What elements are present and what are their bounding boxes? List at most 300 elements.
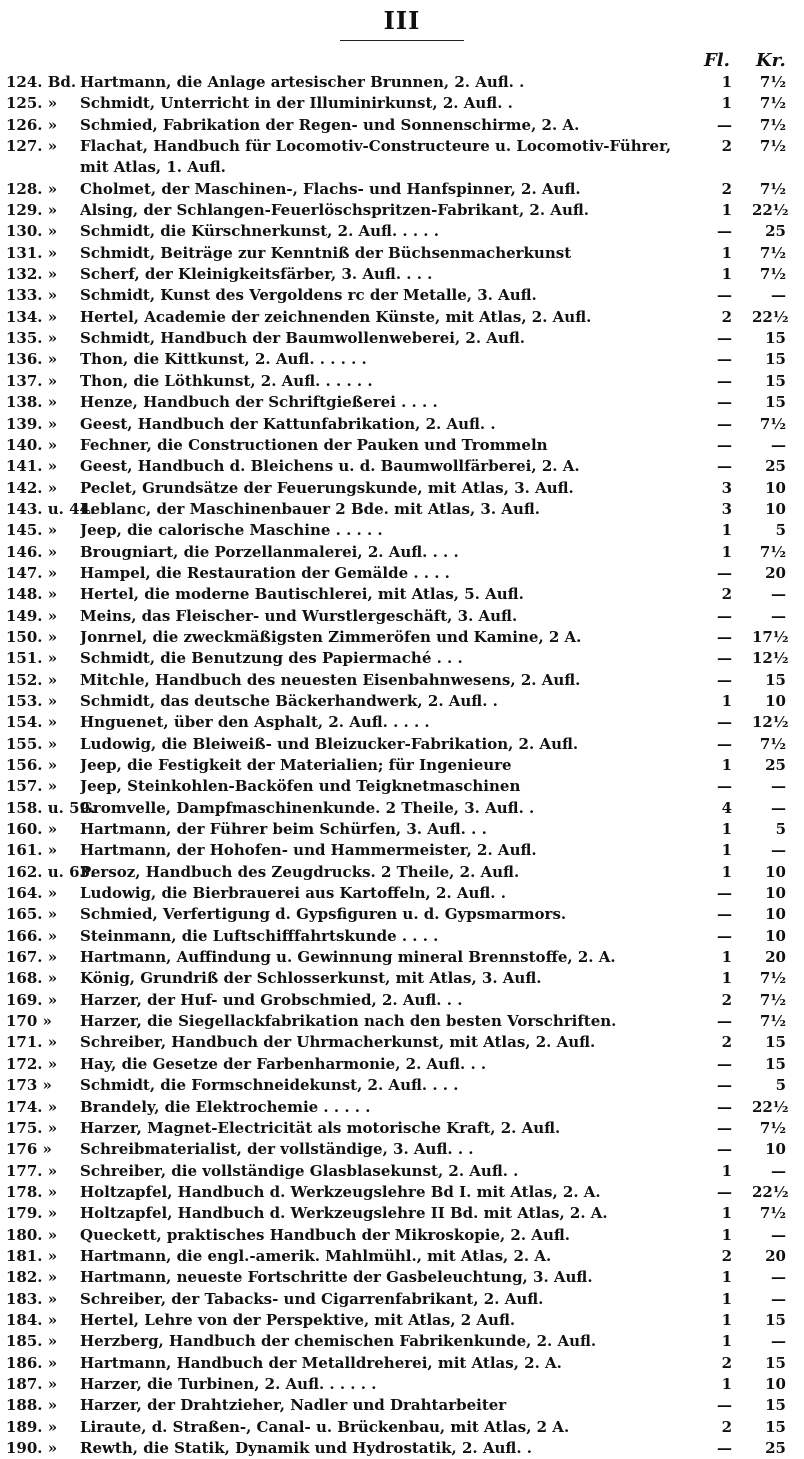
catalog-entry <box>6 584 802 605</box>
entry-title: Leblanc, der Maschinenbauer 2 Bde. mit Atlas, 3. Aufl. <box>80 499 540 518</box>
catalog-entry <box>6 456 802 477</box>
entry-title: Harzer, der Huf- und Grobschmied, 2. Aufl. . . <box>80 990 463 1009</box>
catalog-entry <box>6 1438 802 1459</box>
entry-number: 168. » <box>6 969 58 988</box>
catalog-entry <box>6 285 802 306</box>
entry-price-gulden: — <box>717 606 732 625</box>
entry-price-kreuzer: 10 <box>765 862 786 881</box>
entry-price-gulden: — <box>717 1118 732 1137</box>
catalog-entry <box>6 371 802 392</box>
entry-price-kreuzer: — <box>771 777 786 796</box>
entry-title: Holtzapfel, Handbuch d. Werkzeugslehre Bd I. mit Atlas, 2. A. <box>80 1182 601 1201</box>
entry-price-gulden: — <box>717 457 732 476</box>
entry-price-gulden: 2 <box>721 179 732 198</box>
entry-price-kreuzer: 20 <box>765 563 786 582</box>
entry-price-kreuzer: 7½ <box>759 542 786 561</box>
entry-number: 130. » <box>6 222 58 241</box>
entry-title: Mitchle, Handbuch des neuesten Eisenbahnwesens, 2. Aufl. <box>80 670 581 689</box>
entry-title: Flachat, Handbuch für Locomotiv-Constructeure u. Locomotiv-Führer, mit Atlas, 1. Aufl. <box>80 137 672 177</box>
entry-price-kreuzer: 7½ <box>759 179 786 198</box>
entry-price-kreuzer: 15 <box>765 1054 786 1073</box>
catalog-entry <box>6 1395 802 1416</box>
entry-price-gulden: 1 <box>721 1204 732 1223</box>
entry-price-gulden: — <box>717 734 732 753</box>
entry-price-gulden: 2 <box>721 1246 732 1265</box>
entry-number: 125. » <box>6 94 58 113</box>
entry-title: Schmidt, das deutsche Bäckerhandwerk, 2. Aufl. . <box>80 691 498 710</box>
entry-price-kreuzer: — <box>771 286 786 305</box>
catalog-entry <box>6 115 802 136</box>
entry-title: Schmied, Verfertigung d. Gypsfiguren u. d. Gypsmarmors. <box>80 905 567 924</box>
entry-price-kreuzer: 7½ <box>759 94 786 113</box>
entry-title: Steinmann, die Luftschifffahrtskunde . . . . <box>80 926 439 945</box>
entry-price-kreuzer: — <box>771 585 786 604</box>
entry-price-gulden: 1 <box>721 969 732 988</box>
entry-price-kreuzer: 7½ <box>759 1204 786 1223</box>
entry-price-gulden: — <box>717 1140 732 1159</box>
entry-number: 179. » <box>6 1204 58 1223</box>
entry-price-kreuzer: — <box>771 1268 786 1287</box>
entry-price-kreuzer: 10 <box>765 1374 786 1393</box>
entry-number: 149. » <box>6 606 58 625</box>
entry-price-gulden: 1 <box>721 521 732 540</box>
entry-price-gulden: — <box>717 777 732 796</box>
entry-title: Fechner, die Constructionen der Pauken und Trommeln <box>80 435 548 454</box>
catalog-entry <box>6 1118 802 1139</box>
catalog-entry <box>6 883 802 904</box>
catalog-entry <box>6 200 802 221</box>
entry-number: 187. » <box>6 1374 58 1393</box>
entry-number: 126. » <box>6 115 58 134</box>
entry-number: 124. Bd. <box>6 73 77 91</box>
catalog-entry <box>6 221 802 242</box>
entry-price-kreuzer: 20 <box>765 1246 786 1265</box>
entry-number: 170 » <box>6 1012 52 1031</box>
entry-number: 128. » <box>6 179 58 198</box>
entry-number: 184. » <box>6 1310 58 1329</box>
entry-price-gulden: — <box>717 371 732 390</box>
entry-price-kreuzer: 10 <box>765 905 786 924</box>
entry-price-kreuzer: 7½ <box>759 1012 786 1031</box>
catalog-entry <box>6 414 802 435</box>
entry-price-gulden: 1 <box>721 1225 732 1244</box>
entry-title: Queckett, praktisches Handbuch der Mikroskopie, 2. Aufl. <box>80 1225 570 1244</box>
entry-title: Hartmann, Handbuch der Metalldreherei, mit Atlas, 2. A. <box>80 1353 562 1372</box>
entry-price-kreuzer: 7½ <box>759 137 786 156</box>
catalog-entry <box>6 1246 802 1267</box>
entry-price-gulden: 1 <box>721 1332 732 1351</box>
entry-title: Hartmann, die engl.-amerik. Mahlmühl., mit Atlas, 2. A. <box>80 1246 552 1265</box>
entry-price-kreuzer: 7½ <box>759 243 786 262</box>
entry-price-gulden: 2 <box>721 137 732 156</box>
catalog-entry <box>6 606 802 627</box>
catalog-entry <box>6 798 802 819</box>
entry-price-gulden: — <box>717 222 732 241</box>
catalog-entry <box>6 179 802 200</box>
catalog-entry <box>6 840 802 861</box>
entry-price-gulden: 1 <box>721 841 732 860</box>
entry-title: Schmidt, Unterricht in der Illuminirkunst, 2. Aufl. . <box>80 94 513 113</box>
entry-title: Schreiber, die vollständige Glasblasekunst, 2. Aufl. . <box>80 1161 519 1180</box>
entry-number: 147. » <box>6 563 58 582</box>
catalog-entry <box>6 1331 802 1352</box>
catalog-entry <box>6 1182 802 1203</box>
entry-price-kreuzer: 15 <box>765 670 786 689</box>
entry-price-gulden: 2 <box>721 585 732 604</box>
entry-number: 131. » <box>6 243 58 262</box>
entry-price-kreuzer: — <box>771 1161 786 1180</box>
entry-price-gulden: — <box>717 926 732 945</box>
catalog-entry <box>6 926 802 947</box>
entry-title: Peclet, Grundsätze der Feuerungskunde, mit Atlas, 3. Aufl. <box>80 478 574 497</box>
catalog-entry <box>6 307 802 328</box>
entry-price-kreuzer: 12½ <box>752 713 789 732</box>
entry-title: Meins, das Fleischer- und Wurstlergeschäft, 3. Aufl. <box>80 606 518 625</box>
catalog-entry <box>6 691 802 712</box>
entry-number: 165. » <box>6 905 58 924</box>
entry-price-gulden: 1 <box>721 243 732 262</box>
catalog-entry <box>6 243 802 264</box>
catalog-entry <box>6 1032 802 1053</box>
catalog-entry <box>6 1139 802 1160</box>
entry-price-gulden: — <box>717 435 732 454</box>
entry-title: Brougniart, die Porzellanmalerei, 2. Aufl. . . . <box>80 542 459 561</box>
entry-number: 135. » <box>6 329 58 348</box>
entry-price-kreuzer: — <box>771 606 786 625</box>
catalog-entry <box>6 1374 802 1395</box>
entry-number: 146. » <box>6 542 58 561</box>
entry-price-kreuzer: 22½ <box>752 1097 789 1116</box>
entry-price-kreuzer: 25 <box>765 756 786 774</box>
entry-title: Ludowig, die Bleiweiß- und Bleizucker-Fabrikation, 2. Aufl. <box>80 734 579 753</box>
entry-price-gulden: 3 <box>721 478 732 497</box>
entry-number: 176 » <box>6 1140 52 1159</box>
entry-price-gulden: 1 <box>721 862 732 881</box>
entry-title: Jeep, Steinkohlen-Backöfen und Teigknetmaschinen <box>80 777 521 796</box>
entry-price-kreuzer: 10 <box>765 1140 786 1159</box>
entry-price-kreuzer: 25 <box>765 1439 786 1457</box>
entry-price-gulden: 1 <box>721 265 732 284</box>
entry-title: Geest, Handbuch d. Bleichens u. d. Baumwollfärberei, 2. A. <box>80 457 580 476</box>
entry-title: König, Grundriß der Schlosserkunst, mit Atlas, 3. Aufl. <box>80 969 542 988</box>
entry-number: 190. » <box>6 1439 58 1457</box>
entry-number: 162. u. 63. <box>6 862 96 881</box>
entry-number: 145. » <box>6 521 58 540</box>
entry-price-kreuzer: 25 <box>765 457 786 476</box>
entry-title: Hertel, die moderne Bautischlerei, mit Atlas, 5. Aufl. <box>80 585 524 604</box>
page-number: III <box>383 6 421 35</box>
entry-price-gulden: — <box>717 713 732 732</box>
entry-price-kreuzer: 12½ <box>752 649 789 668</box>
entry-price-gulden: 4 <box>721 798 732 817</box>
entry-number: 166. » <box>6 926 58 945</box>
entry-price-gulden: — <box>717 1054 732 1073</box>
entry-price-gulden: 2 <box>721 307 732 326</box>
entry-title: Jeep, die calorische Maschine . . . . . <box>80 521 383 540</box>
catalog-entry <box>6 627 802 648</box>
entry-number: 189. » <box>6 1417 58 1436</box>
entry-title: Persoz, Handbuch des Zeugdrucks. 2 Theile, 2. Aufl. <box>80 862 520 881</box>
entry-title: Hartmann, Auffindung u. Gewinnung mineral Brennstoffe, 2. A. <box>80 948 616 967</box>
entry-number: 188. » <box>6 1396 58 1415</box>
entry-title: Scherf, der Kleinigkeitsfärber, 3. Aufl. . . . <box>80 265 433 284</box>
catalog-entry <box>6 1011 802 1032</box>
entry-price-gulden: — <box>717 1182 732 1201</box>
entry-title: Harzer, Magnet-Electricität als motorische Kraft, 2. Aufl. <box>80 1118 561 1137</box>
entry-price-gulden: — <box>717 115 732 134</box>
entry-number: 183. » <box>6 1289 58 1308</box>
entry-title: Schmidt, Handbuch der Baumwollenweberei, 2. Aufl. <box>80 329 525 348</box>
entry-title: Schreiber, Handbuch der Uhrmacherkunst, mit Atlas, 2. Aufl. <box>80 1033 596 1052</box>
catalog-entry <box>6 542 802 563</box>
catalog-entry <box>6 712 802 733</box>
catalog-entry <box>6 755 802 776</box>
entry-price-gulden: — <box>717 350 732 369</box>
entry-price-kreuzer: 20 <box>765 948 786 967</box>
entry-price-kreuzer: 5 <box>775 820 786 839</box>
entry-title: Harzer, die Siegellackfabrikation nach den besten Vorschriften. <box>80 1012 617 1031</box>
entry-number: 139. » <box>6 414 58 433</box>
entry-price-gulden: 1 <box>721 73 732 91</box>
entry-price-gulden: — <box>717 884 732 903</box>
entry-price-gulden: 1 <box>721 948 732 967</box>
entry-price-kreuzer: 7½ <box>759 969 786 988</box>
entry-title: Schmidt, Beiträge zur Kenntniß der Büchsenmacherkunst <box>80 243 572 262</box>
catalog-entry <box>6 499 802 520</box>
entry-price-kreuzer: 10 <box>765 499 786 518</box>
catalog-entry <box>6 648 802 669</box>
entry-title: Schmidt, Kunst des Vergoldens rc der Metalle, 3. Aufl. <box>80 286 537 305</box>
entry-title: Hnguenet, über den Asphalt, 2. Aufl. . . . . <box>80 713 430 732</box>
catalog-entry <box>6 1054 802 1075</box>
catalog-entry <box>6 1075 802 1096</box>
entry-price-gulden: 1 <box>721 94 732 113</box>
entry-price-gulden: — <box>717 627 732 646</box>
entry-price-kreuzer: 7½ <box>759 73 786 91</box>
entry-title: Harzer, der Drahtzieher, Nadler und Drahtarbeiter <box>80 1396 507 1415</box>
entry-title: Schmidt, die Formschneidekunst, 2. Aufl. . . . <box>80 1076 459 1095</box>
entry-title: Schmidt, die Benutzung des Papiermaché . . . <box>80 649 463 668</box>
entry-title: Hartmann, neueste Fortschritte der Gasbeleuchtung, 3. Aufl. <box>80 1268 593 1287</box>
entry-price-kreuzer: — <box>771 1289 786 1308</box>
entry-title: Herzberg, Handbuch der chemischen Fabrikenkunde, 2. Aufl. <box>80 1332 597 1351</box>
entry-number: 152. » <box>6 670 58 689</box>
entry-number: 173 » <box>6 1076 52 1095</box>
entry-number: 148. » <box>6 585 58 604</box>
catalog-entry <box>6 136 802 179</box>
entry-price-kreuzer: 10 <box>765 478 786 497</box>
entry-price-kreuzer: 7½ <box>759 734 786 753</box>
entry-number: 172. » <box>6 1054 58 1073</box>
entry-price-kreuzer: 22½ <box>752 201 789 220</box>
catalog-entry <box>6 968 802 989</box>
entry-price-gulden: — <box>717 414 732 433</box>
entry-price-gulden: — <box>717 1439 732 1457</box>
entry-number: 137. » <box>6 371 58 390</box>
entry-price-gulden: — <box>717 563 732 582</box>
entry-title: Schmidt, die Kürschnerkunst, 2. Aufl. . . . . <box>80 222 439 241</box>
entry-price-kreuzer: 22½ <box>752 307 789 326</box>
entry-price-kreuzer: 22½ <box>752 1182 789 1201</box>
entry-number: 158. u. 59. <box>6 798 96 817</box>
entry-price-gulden: — <box>717 286 732 305</box>
entry-price-gulden: 2 <box>721 1033 732 1052</box>
entry-title: Hertel, Academie der zeichnenden Künste, mit Atlas, 2. Aufl. <box>80 307 592 326</box>
entry-number: 134. » <box>6 307 58 326</box>
entry-price-kreuzer: — <box>771 1225 786 1244</box>
entry-title: Hartmann, der Führer beim Schürfen, 3. Aufl. . . <box>80 820 487 839</box>
catalog-entry <box>6 72 802 93</box>
entry-price-gulden: 1 <box>721 756 732 774</box>
entry-title: Liraute, d. Straßen-, Canal- u. Brückenbau, mit Atlas, 2 A. <box>80 1417 570 1436</box>
catalog-entry <box>6 264 802 285</box>
entry-price-kreuzer: — <box>771 1332 786 1351</box>
entry-number: 138. » <box>6 393 58 412</box>
entry-price-gulden: 1 <box>721 542 732 561</box>
catalog-entry <box>6 1353 802 1374</box>
entry-price-kreuzer: 5 <box>775 521 786 540</box>
entry-price-gulden: — <box>717 670 732 689</box>
entry-number: 132. » <box>6 265 58 284</box>
entry-title: Brandely, die Elektrochemie . . . . . <box>80 1097 371 1116</box>
entry-price-gulden: 1 <box>721 1310 732 1329</box>
entry-price-kreuzer: 15 <box>765 1396 786 1415</box>
entry-number: 160. » <box>6 820 58 839</box>
catalog-entry <box>6 1161 802 1182</box>
catalog-entry <box>6 563 802 584</box>
entry-price-kreuzer: 7½ <box>759 1118 786 1137</box>
entry-price-gulden: — <box>717 1076 732 1095</box>
entry-price-kreuzer: — <box>771 435 786 454</box>
catalog-entry <box>6 776 802 797</box>
entry-title: Ludowig, die Bierbrauerei aus Kartoffeln, 2. Aufl. . <box>80 884 506 903</box>
entry-number: 141. » <box>6 457 58 476</box>
header-rule <box>340 40 464 41</box>
entry-number: 181. » <box>6 1246 58 1265</box>
entry-price-gulden: 1 <box>721 201 732 220</box>
entry-price-kreuzer: 25 <box>765 222 786 241</box>
entry-number: 143. u. 44. <box>6 499 96 518</box>
catalog-entry <box>6 734 802 755</box>
entry-title: Hay, die Gesetze der Farbenharmonie, 2. Aufl. . . <box>80 1054 487 1073</box>
entry-price-kreuzer: 7½ <box>759 115 786 134</box>
entry-number: 175. » <box>6 1118 58 1137</box>
entry-price-gulden: 1 <box>721 820 732 839</box>
entry-title: Rewth, die Statik, Dynamik und Hydrostatik, 2. Aufl. . <box>80 1439 532 1457</box>
entry-number: 178. » <box>6 1182 58 1201</box>
entry-price-gulden: 3 <box>721 499 732 518</box>
entry-number: 156. » <box>6 756 58 774</box>
catalog-entry <box>6 947 802 968</box>
entry-number: 164. » <box>6 884 58 903</box>
catalog-entry <box>6 349 802 370</box>
entry-title: Hampel, die Restauration der Gemälde . . . . <box>80 563 450 582</box>
catalog-entry <box>6 1097 802 1118</box>
entry-number: 142. » <box>6 478 58 497</box>
entry-number: 171. » <box>6 1033 58 1052</box>
entry-number: 182. » <box>6 1268 58 1287</box>
entry-title: Hertel, Lehre von der Perspektive, mit Atlas, 2 Aufl. <box>80 1310 516 1329</box>
catalog-entry <box>6 862 802 883</box>
entry-number: 167. » <box>6 948 58 967</box>
entry-title: Geest, Handbuch der Kattunfabrikation, 2. Aufl. . <box>80 414 496 433</box>
catalog-entry <box>6 1267 802 1288</box>
entry-number: 127. » <box>6 137 58 156</box>
entry-price-kreuzer: 17½ <box>752 627 789 646</box>
column-header-kreuzer: Kr. <box>756 50 786 71</box>
entry-price-gulden: 2 <box>721 990 732 1009</box>
entry-price-gulden: 1 <box>721 1289 732 1308</box>
catalog-entry <box>6 392 802 413</box>
catalog-entry <box>6 1225 802 1246</box>
entry-price-kreuzer: 15 <box>765 329 786 348</box>
entry-title: Harzer, die Turbinen, 2. Aufl. . . . . . <box>80 1374 377 1393</box>
catalog-entry <box>6 1310 802 1331</box>
catalog-entry <box>6 1289 802 1310</box>
catalog-entry <box>6 520 802 541</box>
entry-title: Jeep, die Festigkeit der Materialien; für Ingenieure <box>80 756 512 774</box>
catalog-entry <box>6 478 802 499</box>
entry-title: Jonrnel, die zweckmäßigsten Zimmeröfen und Kamine, 2 A. <box>80 627 582 646</box>
entry-number: 180. » <box>6 1225 58 1244</box>
catalog-entry <box>6 670 802 691</box>
entry-price-gulden: — <box>717 649 732 668</box>
entry-title: Hartmann, die Anlage artesischer Brunnen, 2. Aufl. . <box>80 73 525 91</box>
entry-number: 161. » <box>6 841 58 860</box>
entry-price-gulden: — <box>717 393 732 412</box>
catalog-entry <box>6 1203 802 1224</box>
catalog-entry <box>6 328 802 349</box>
entry-number: 185. » <box>6 1332 58 1351</box>
entry-price-gulden: 1 <box>721 1161 732 1180</box>
catalog-entry <box>6 990 802 1011</box>
entry-title: Cholmet, der Maschinen-, Flachs- und Hanfspinner, 2. Aufl. <box>80 179 581 198</box>
catalog-entry <box>6 93 802 114</box>
entry-price-kreuzer: 15 <box>765 393 786 412</box>
entry-price-kreuzer: 15 <box>765 1417 786 1436</box>
entry-price-gulden: — <box>717 905 732 924</box>
entry-title: Hartmann, der Hohofen- und Hammermeister, 2. Aufl. <box>80 841 537 860</box>
entry-price-kreuzer: 7½ <box>759 414 786 433</box>
entry-number: 154. » <box>6 713 58 732</box>
entry-number: 157. » <box>6 777 58 796</box>
entry-price-kreuzer: 10 <box>765 884 786 903</box>
entry-number: 169. » <box>6 990 58 1009</box>
entry-title: Henze, Handbuch der Schriftgießerei . . . . <box>80 393 438 412</box>
entry-title: Thon, die Kittkunst, 2. Aufl. . . . . . <box>80 350 367 369</box>
entry-price-kreuzer: 15 <box>765 1353 786 1372</box>
entry-title: Schmied, Fabrikation der Regen- und Sonnenschirme, 2. A. <box>80 115 580 134</box>
entry-title: Schreibmaterialist, der vollständige, 3. Aufl. . . <box>80 1140 474 1159</box>
entry-price-kreuzer: 10 <box>765 691 786 710</box>
entry-number: 140. » <box>6 435 58 454</box>
entry-number: 155. » <box>6 734 58 753</box>
entry-price-kreuzer: 10 <box>765 926 786 945</box>
catalog-entry <box>6 435 802 456</box>
entry-price-kreuzer: 5 <box>775 1076 786 1095</box>
entry-price-gulden: — <box>717 1012 732 1031</box>
catalog-entry <box>6 819 802 840</box>
catalog-entries <box>6 72 802 1459</box>
entry-number: 133. » <box>6 286 58 305</box>
entry-price-kreuzer: 15 <box>765 371 786 390</box>
entry-number: 151. » <box>6 649 58 668</box>
entry-title: Schreiber, der Tabacks- und Cigarrenfabrikant, 2. Aufl. <box>80 1289 544 1308</box>
entry-price-kreuzer: — <box>771 841 786 860</box>
entry-number: 136. » <box>6 350 58 369</box>
entry-price-kreuzer: 7½ <box>759 990 786 1009</box>
entry-title: Thon, die Löthkunst, 2. Aufl. . . . . . <box>80 371 373 390</box>
